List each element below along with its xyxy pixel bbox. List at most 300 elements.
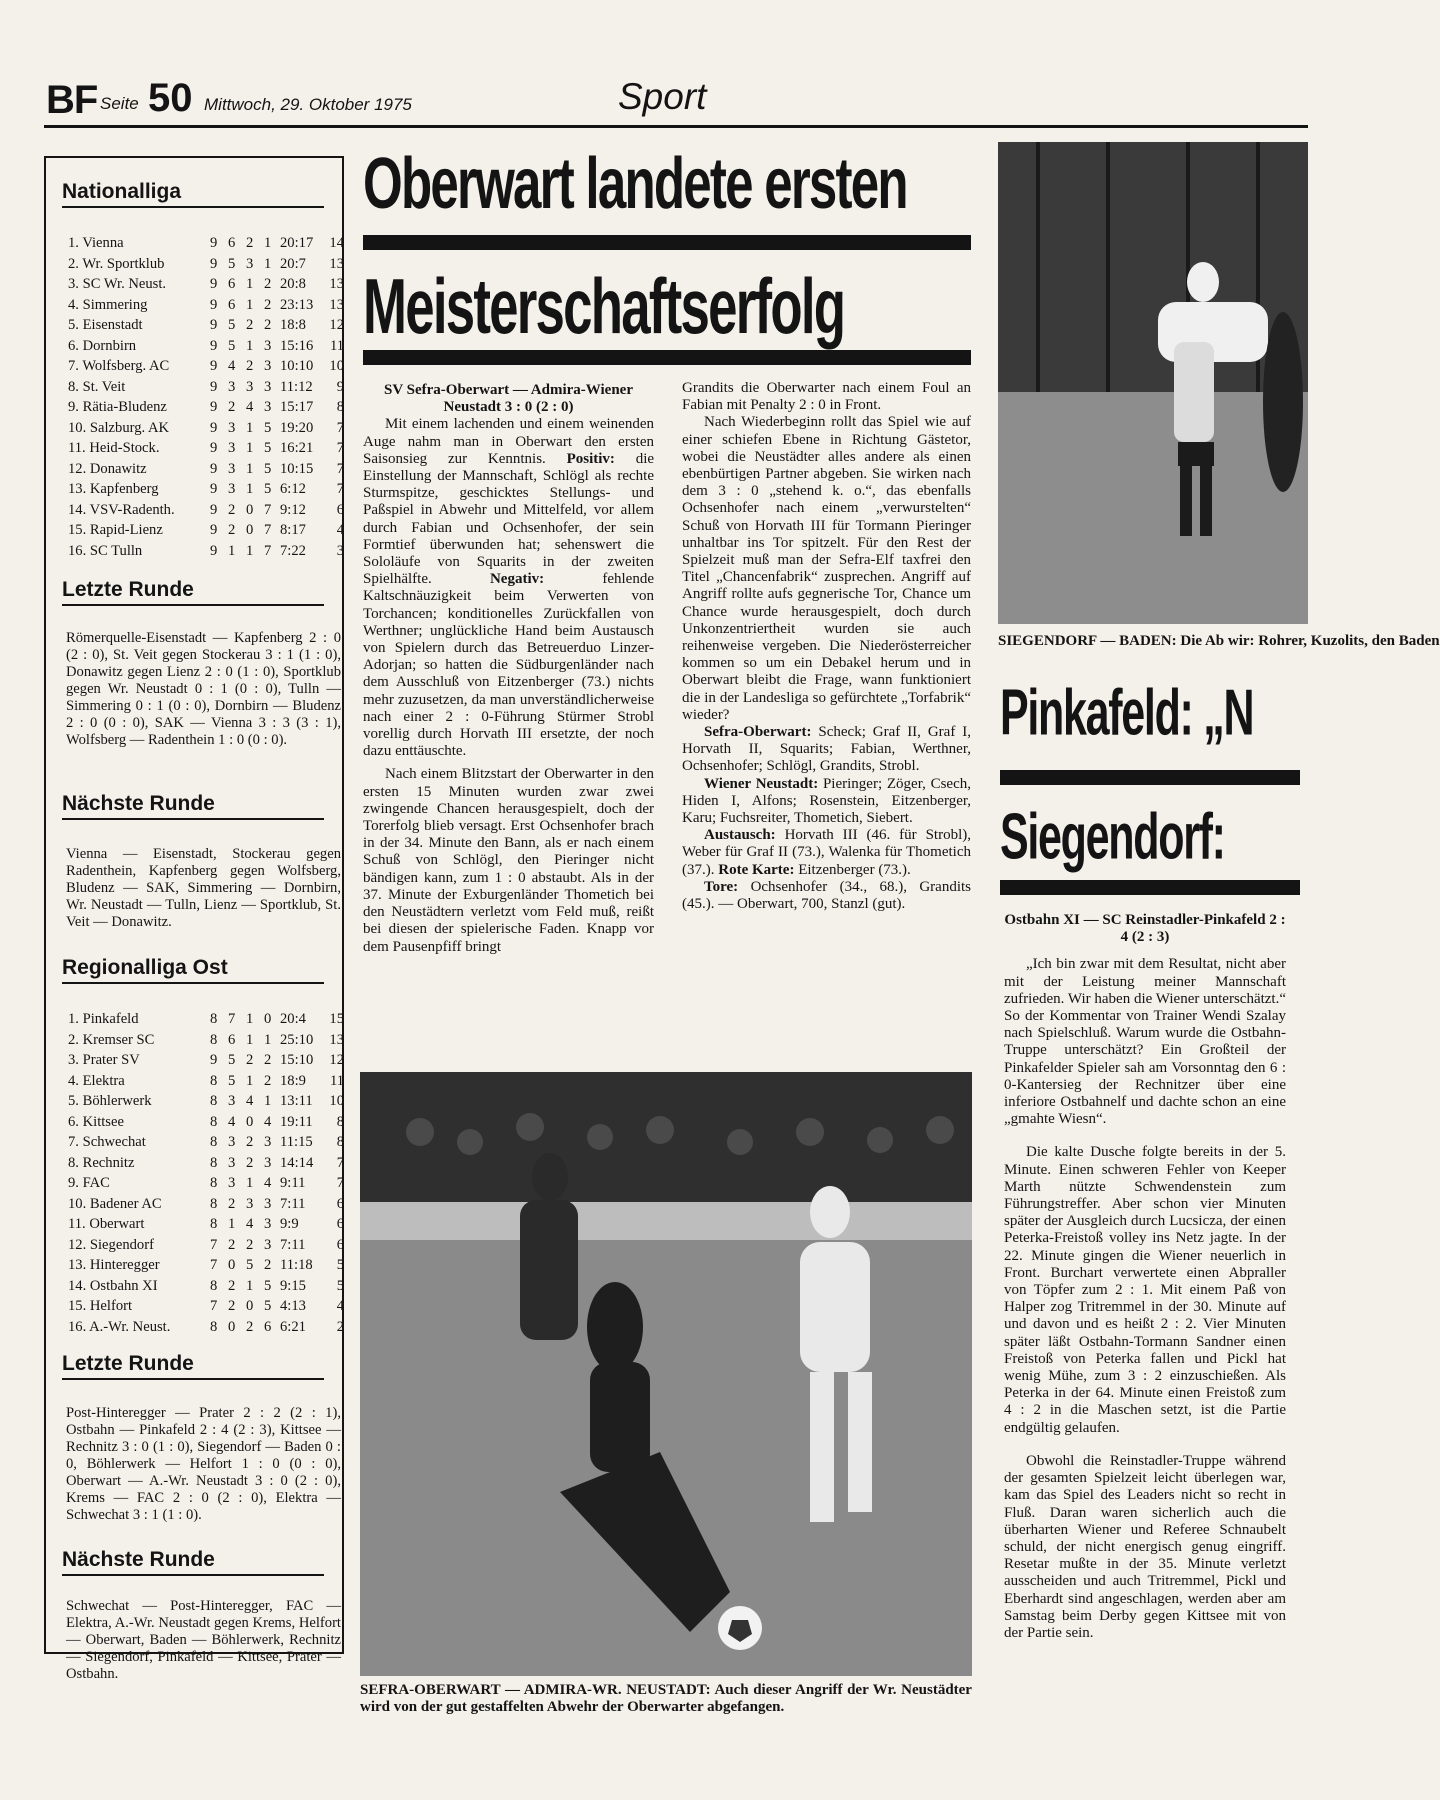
table-cell-d: 1 bbox=[246, 337, 254, 354]
table-row bbox=[68, 397, 342, 418]
table-cell-goals: 11:12 bbox=[280, 378, 313, 395]
table-cell-pts: 10 bbox=[329, 358, 344, 374]
table-cell-l: 3 bbox=[264, 1154, 272, 1171]
regionalliga-table bbox=[68, 1009, 342, 1337]
table-cell-g: 9 bbox=[210, 337, 218, 354]
table-row bbox=[68, 1194, 342, 1215]
table-cell-pts: 11 bbox=[329, 1072, 344, 1089]
article-paragraph: Obwohl die Reinstadler-Truppe während der gesamten Spielzeit leicht überlegen war, kam das Spiel des Leaders nicht so recht in Fluß. Daran waren sicherlich auch die überharten Wiener und Referee Schnaubelt schuld, der nicht energisch genug eingriff. Resetar mußte in der 35. Minute verletzt ausscheiden und auch Tritremmel, Pickl und Eberhardt sind angeschlagen, werden aber am Samstag beim Derby gegen Kittsee mit von der Partie sein. bbox=[1004, 1452, 1286, 1641]
table-row bbox=[68, 377, 342, 398]
table-cell-name: 16. SC Tulln bbox=[68, 542, 143, 559]
table-cell-w: 3 bbox=[228, 460, 236, 477]
table-cell-name: 5. Eisenstadt bbox=[68, 317, 143, 333]
nl-next-round-fixtures: Vienna — Eisenstadt, Stockerau gegen Radenthein, Kapfenberg gegen Wolfsberg, Bludenz — SAK, Simmering — Dornbirn, Wr. Neustadt — Tulln, Lienz — Sportklub, St. Veit — Donawitz. bbox=[66, 846, 341, 930]
table-cell-w: 6 bbox=[228, 1031, 236, 1048]
table-cell-pts: 7 bbox=[336, 1154, 344, 1171]
table-row bbox=[68, 520, 342, 541]
table-cell-pts: 5 bbox=[336, 1257, 344, 1273]
table-cell-d: 4 bbox=[246, 1093, 254, 1109]
table-cell-d: 1 bbox=[246, 296, 254, 313]
table-row bbox=[68, 1009, 342, 1030]
table-row bbox=[68, 233, 342, 254]
table-cell-goals: 14:14 bbox=[280, 1154, 314, 1171]
nationalliga-table bbox=[68, 233, 342, 561]
table-cell-pts: 14 bbox=[329, 235, 344, 251]
table-cell-w: 2 bbox=[228, 522, 236, 538]
table-cell-name: 8. St. Veit bbox=[68, 378, 126, 395]
table-cell-goals: 6:21 bbox=[280, 1318, 306, 1335]
table-cell-pts: 2 bbox=[336, 1318, 344, 1335]
table-cell-l: 7 bbox=[264, 542, 272, 559]
table-cell-goals: 9:15 bbox=[280, 1277, 306, 1294]
table-row bbox=[68, 254, 342, 275]
main-article-column-2 bbox=[682, 380, 971, 913]
table-cell-pts: 4 bbox=[336, 1298, 344, 1314]
table-cell-l: 3 bbox=[264, 1134, 272, 1150]
table-cell-pts: 6 bbox=[336, 501, 344, 518]
table-cell-name: 10. Salzburg. AK bbox=[68, 419, 170, 436]
table-cell-goals: 10:10 bbox=[280, 358, 314, 374]
table-cell-w: 3 bbox=[228, 1154, 236, 1171]
table-cell-g: 8 bbox=[210, 1277, 218, 1294]
table-cell-name: 2. Wr. Sportklub bbox=[68, 255, 165, 272]
table-cell-g: 8 bbox=[210, 1093, 218, 1109]
table-cell-goals: 9:11 bbox=[280, 1175, 306, 1191]
table-cell-g: 9 bbox=[210, 522, 218, 538]
table-cell-l: 5 bbox=[264, 460, 272, 477]
table-cell-d: 2 bbox=[246, 1134, 254, 1150]
table-row bbox=[68, 479, 342, 500]
table-cell-d: 2 bbox=[246, 1318, 254, 1335]
table-cell-goals: 19:20 bbox=[280, 419, 314, 436]
table-cell-goals: 19:11 bbox=[280, 1113, 313, 1130]
table-cell-name: 4. Simmering bbox=[68, 296, 148, 313]
table-cell-goals: 15:16 bbox=[280, 337, 314, 354]
table-cell-pts: 4 bbox=[336, 522, 344, 538]
table-cell-pts: 9 bbox=[336, 378, 344, 395]
table-cell-l: 5 bbox=[264, 1298, 272, 1314]
table-cell-w: 7 bbox=[228, 1011, 236, 1027]
table-cell-d: 2 bbox=[246, 317, 254, 333]
nl-last-round-results: Römerquelle-Eisenstadt — Kapfenberg 2 : 0 (2 : 0), St. Veit gegen Stockerau 3 : 1 (1 : 0), Donawitz gegen Lienz 2 : 0 (1 : 0), Sportklub gegen Wr. Neustadt 0 : 1 (0 : 0), Tulln — Simmering 0 : 1 (0 : 0), Dornbirn — Bludenz 2 : 0 (0 : 0), SAK — Vienna 3 : 3 (3 : 1), Wolfsberg — Radenthein 1 : 0 (0 : 0). bbox=[66, 630, 341, 748]
table-cell-w: 2 bbox=[228, 1195, 236, 1212]
right-article-subhead: Ostbahn XI — SC Reinstadler-Pinkafeld 2 : 4 (2 : 3) bbox=[1004, 912, 1286, 946]
table-cell-pts: 7 bbox=[336, 419, 344, 436]
table-cell-g: 8 bbox=[210, 1175, 218, 1191]
rl-next-round-heading: Nächste Runde bbox=[62, 1548, 324, 1576]
table-cell-g: 9 bbox=[210, 276, 218, 292]
table-cell-name: 14. Ostbahn XI bbox=[68, 1277, 158, 1294]
table-cell-name: 12. Siegendorf bbox=[68, 1236, 154, 1253]
table-cell-goals: 11:15 bbox=[280, 1134, 313, 1150]
nl-last-round-heading: Letzte Runde bbox=[62, 578, 324, 606]
rl-last-round-heading: Letzte Runde bbox=[62, 1352, 324, 1380]
table-cell-goals: 20:8 bbox=[280, 276, 306, 292]
table-cell-d: 0 bbox=[246, 501, 254, 518]
table-cell-l: 6 bbox=[264, 1318, 272, 1335]
table-cell-goals: 20:4 bbox=[280, 1011, 306, 1027]
table-row bbox=[68, 1214, 342, 1235]
table-cell-l: 5 bbox=[264, 440, 272, 456]
table-row bbox=[68, 541, 342, 562]
table-cell-w: 2 bbox=[228, 1236, 236, 1253]
table-cell-g: 9 bbox=[210, 378, 218, 395]
table-cell-l: 4 bbox=[264, 1175, 272, 1191]
table-cell-w: 2 bbox=[228, 1298, 236, 1314]
table-cell-w: 3 bbox=[228, 440, 236, 456]
table-cell-goals: 10:15 bbox=[280, 460, 314, 477]
table-cell-d: 1 bbox=[246, 1072, 254, 1089]
table-cell-goals: 8:17 bbox=[280, 522, 306, 538]
rl-last-round-results: Post-Hinteregger — Prater 2 : 2 (2 : 1), Ostbahn — Pinkafeld 2 : 4 (2 : 3), Kittsee — Rechnitz 3 : 0 (1 : 0), Siegendorf — Baden 0 : 0, Böhlerwerk — Helfort 1 : 0 (0 : 0), Oberwart — A.-Wr. Neustadt 3 : 0 (2 : 0), Krems — FAC 2 : 0 (2 : 0), Elektra — Schwechat 3 : 1 (1 : 0). bbox=[66, 1405, 341, 1523]
masthead-logo: BF bbox=[46, 78, 98, 122]
table-row bbox=[68, 1276, 342, 1297]
match-photo-image bbox=[360, 1072, 972, 1676]
table-row bbox=[68, 1132, 342, 1153]
table-row bbox=[68, 295, 342, 316]
headline-bar bbox=[363, 350, 971, 365]
table-cell-l: 7 bbox=[264, 522, 272, 538]
main-article-column-1 bbox=[363, 382, 654, 956]
table-cell-d: 2 bbox=[246, 358, 254, 374]
table-row bbox=[68, 336, 342, 357]
table-cell-d: 1 bbox=[246, 481, 254, 497]
table-cell-name: 6. Kittsee bbox=[68, 1113, 124, 1130]
table-cell-g: 9 bbox=[210, 296, 218, 313]
table-cell-name: 13. Hinteregger bbox=[68, 1257, 160, 1273]
table-cell-d: 0 bbox=[246, 1298, 254, 1314]
table-cell-g: 9 bbox=[210, 440, 218, 456]
table-cell-name: 10. Badener AC bbox=[68, 1195, 162, 1212]
headline-bar bbox=[1000, 770, 1300, 785]
lineup-neustadt: Wiener Neustadt: Pieringer; Zöger, Csech, Hiden I, Alfons; Rosenstein, Eitzenberger, Karu; Fuchsreiter, Thometich, Siebert. bbox=[682, 775, 971, 827]
table-cell-w: 3 bbox=[228, 1093, 236, 1109]
table-cell-goals: 23:13 bbox=[280, 296, 314, 313]
table-cell-g: 9 bbox=[210, 358, 218, 374]
table-cell-name: 16. A.-Wr. Neust. bbox=[68, 1318, 171, 1335]
table-cell-pts: 8 bbox=[336, 399, 344, 415]
table-row bbox=[68, 459, 342, 480]
nl-next-round-heading: Nächste Runde bbox=[62, 792, 324, 820]
table-cell-name: 1. Vienna bbox=[68, 235, 124, 251]
table-cell-g: 8 bbox=[210, 1216, 218, 1232]
masthead-rule bbox=[44, 125, 1308, 128]
table-cell-w: 1 bbox=[228, 1216, 236, 1232]
league-tables-sidebar bbox=[44, 156, 344, 1682]
table-cell-g: 9 bbox=[210, 235, 218, 251]
article-paragraph: Nach einem Blitzstart der Oberwarter in den ersten 15 Minuten wurden zwar zwei zwingende Chancen herausgespielt, doch der Torerfolg blieb versagt. Erst Ochsenhofer brach in der 34. Minute den Bann, als er nach einem Schuß von Schlögl, den Pieringer nicht bändigen kann, zum 1 : 0 abstaubt. Als in der 37. Minute der Exburgenländer Thometich bei den Neustädtern verletzt vom Feld muß, reißt bei diesen der spielerische Faden. Knapp vor dem Pausenpfiff bringt bbox=[363, 766, 654, 955]
table-cell-l: 3 bbox=[264, 378, 272, 395]
table-cell-pts: 3 bbox=[336, 542, 344, 559]
table-cell-d: 4 bbox=[246, 399, 254, 415]
table-cell-name: 9. Rätia-Bludenz bbox=[68, 399, 167, 415]
table-cell-goals: 20:7 bbox=[280, 255, 306, 272]
table-cell-d: 2 bbox=[246, 1236, 254, 1253]
table-cell-g: 8 bbox=[210, 1113, 218, 1130]
table-cell-d: 2 bbox=[246, 1154, 254, 1171]
table-cell-g: 8 bbox=[210, 1318, 218, 1335]
table-cell-d: 1 bbox=[246, 1175, 254, 1191]
table-cell-l: 7 bbox=[264, 501, 272, 518]
table-cell-goals: 7:11 bbox=[280, 1195, 306, 1212]
table-cell-d: 1 bbox=[246, 460, 254, 477]
table-cell-pts: 13 bbox=[329, 255, 344, 272]
goals-scorers: Tore: Ochsenhofer (34., 68.), Grandits (45.). — Oberwart, 700, Stanzl (gut). bbox=[682, 878, 972, 913]
table-cell-g: 9 bbox=[210, 399, 218, 415]
rl-next-round-fixtures: Schwechat — Post-Hinteregger, FAC — Elektra, A.-Wr. Neustadt gegen Krems, Helfort — Oberwart, Baden — Böhlerwerk, Rechnitz — Siegendorf, Pinkafeld — Kittsee, Prater — Ostbahn. bbox=[66, 1598, 341, 1682]
table-cell-goals: 15:17 bbox=[280, 399, 314, 415]
table-cell-w: 0 bbox=[228, 1257, 236, 1273]
section-title: Sport bbox=[618, 76, 707, 117]
table-cell-name: 7. Wolfsberg. AC bbox=[68, 358, 170, 374]
table-cell-goals: 7:11 bbox=[280, 1236, 306, 1253]
main-headline-line2: Meisterschaftserfolg bbox=[363, 262, 845, 350]
table-row bbox=[68, 438, 342, 459]
table-cell-pts: 7 bbox=[336, 460, 344, 477]
table-cell-name: 15. Helfort bbox=[68, 1298, 133, 1314]
table-cell-w: 2 bbox=[228, 399, 236, 415]
table-cell-g: 9 bbox=[210, 1052, 218, 1068]
table-cell-name: 15. Rapid-Lienz bbox=[68, 522, 163, 538]
table-cell-d: 1 bbox=[246, 276, 254, 292]
table-cell-d: 1 bbox=[246, 1011, 254, 1027]
table-cell-goals: 4:13 bbox=[280, 1298, 306, 1314]
page-label: Seite bbox=[100, 94, 139, 113]
headline-bar bbox=[1000, 880, 1300, 895]
table-cell-w: 3 bbox=[228, 481, 236, 497]
table-cell-d: 1 bbox=[246, 440, 254, 456]
table-row bbox=[68, 274, 342, 295]
table-cell-g: 8 bbox=[210, 1031, 218, 1048]
table-cell-w: 5 bbox=[228, 255, 236, 272]
article-paragraph: Nach Wiederbeginn rollt das Spiel wie auf einer schiefen Ebene in Richtung Gästetor, wobei die Neustädter alles andere als einen ebenbürtigen Partner abgeben. Sie wirken nach dem 3 : 0 „stehend k. o.“, das ebenfalls Ochsenhofer nach einem „verwurstelten“ Schuß von Horvath III für Tormann Pieringer unhaltbar ins Tor spitzelt. Für den Rest der Spielzeit muß man der Sefra-Elf taxfrei den Titel „Chancenfabrik“ zusprechen. Angriff auf Angriff rollte aufs gegnerische Tor, Chance um Chance wurde herausgespielt, doch durch Unkonzentriertheit wurden sie auch reihenweise vergeben. Die Niederösterreicher kommen so um ein Debakel herum und in Oberwart bleibt die Frage, wann funktioniert die in der Landesliga so gefürchtete „Torfabrik“ wieder? bbox=[682, 414, 971, 723]
match-photo-caption: SEFRA-OBERWART — ADMIRA-WR. NEUSTADT: Auch dieser Angriff der Wr. Neustädter wird von der gut gestaffelten Abwehr der Oberwarter abgefangen. bbox=[360, 1682, 972, 1716]
table-cell-goals: 16:21 bbox=[280, 440, 314, 456]
table-cell-name: 8. Rechnitz bbox=[68, 1154, 135, 1171]
table-cell-pts: 7 bbox=[336, 1175, 344, 1191]
table-cell-name: 5. Böhlerwerk bbox=[68, 1093, 152, 1109]
table-cell-pts: 12 bbox=[329, 317, 344, 333]
table-cell-l: 2 bbox=[264, 296, 272, 313]
table-cell-g: 9 bbox=[210, 460, 218, 477]
table-row bbox=[68, 1296, 342, 1317]
table-cell-g: 7 bbox=[210, 1236, 218, 1253]
table-cell-pts: 15 bbox=[329, 1011, 344, 1027]
table-cell-name: 3. Prater SV bbox=[68, 1052, 140, 1068]
table-cell-name: 13. Kapfenberg bbox=[68, 481, 159, 497]
right-headline-line2: Siegendorf: bbox=[1000, 800, 1225, 873]
table-row bbox=[68, 1050, 342, 1071]
table-cell-goals: 9:9 bbox=[280, 1216, 299, 1232]
table-cell-w: 4 bbox=[228, 1113, 236, 1130]
table-row bbox=[68, 1317, 342, 1338]
table-cell-w: 5 bbox=[228, 317, 236, 333]
table-cell-w: 4 bbox=[228, 358, 236, 374]
table-cell-d: 3 bbox=[246, 255, 254, 272]
table-cell-goals: 20:17 bbox=[280, 235, 314, 251]
table-row bbox=[68, 1030, 342, 1051]
main-headline-line1: Oberwart landete ersten bbox=[363, 143, 907, 225]
table-cell-goals: 11:18 bbox=[280, 1257, 313, 1273]
siegendorf-photo bbox=[998, 142, 1308, 624]
table-row bbox=[68, 1235, 342, 1256]
table-cell-pts: 11 bbox=[329, 337, 344, 354]
table-cell-pts: 12 bbox=[329, 1052, 344, 1068]
table-cell-g: 8 bbox=[210, 1195, 218, 1212]
headline-bar bbox=[363, 235, 971, 250]
main-article-subhead: SV Sefra-Oberwart — Admira-Wiener Neustadt 3 : 0 (2 : 0) bbox=[384, 382, 633, 416]
table-cell-w: 5 bbox=[228, 1052, 236, 1068]
table-cell-pts: 13 bbox=[329, 276, 344, 292]
table-cell-w: 2 bbox=[228, 1277, 236, 1294]
table-cell-pts: 5 bbox=[336, 1277, 344, 1294]
table-cell-l: 5 bbox=[264, 419, 272, 436]
table-cell-g: 8 bbox=[210, 1072, 218, 1089]
table-row bbox=[68, 1153, 342, 1174]
table-cell-g: 7 bbox=[210, 1298, 218, 1314]
table-row bbox=[68, 500, 342, 521]
table-cell-name: 14. VSV-Radenth. bbox=[68, 501, 175, 518]
table-cell-l: 3 bbox=[264, 337, 272, 354]
table-cell-w: 6 bbox=[228, 235, 236, 251]
article-paragraph: Grandits die Oberwarter nach einem Foul an Fabian mit Penalty 2 : 0 in Front. bbox=[682, 380, 971, 414]
table-cell-g: 9 bbox=[210, 501, 218, 518]
table-cell-name: 2. Kremser SC bbox=[68, 1031, 155, 1048]
table-cell-l: 3 bbox=[264, 399, 272, 415]
table-cell-w: 1 bbox=[228, 542, 236, 559]
table-cell-pts: 8 bbox=[336, 1113, 344, 1130]
table-cell-l: 5 bbox=[264, 481, 272, 497]
table-cell-pts: 13 bbox=[329, 296, 344, 313]
table-cell-g: 7 bbox=[210, 1257, 218, 1273]
table-cell-pts: 7 bbox=[336, 481, 344, 497]
table-cell-name: 7. Schwechat bbox=[68, 1134, 146, 1150]
table-cell-l: 1 bbox=[264, 1031, 272, 1048]
right-article-text bbox=[1004, 912, 1286, 1642]
table-cell-goals: 15:10 bbox=[280, 1052, 314, 1068]
table-cell-d: 2 bbox=[246, 1052, 254, 1068]
table-cell-goals: 7:22 bbox=[280, 542, 306, 559]
table-cell-l: 0 bbox=[264, 1011, 272, 1027]
table-cell-goals: 9:12 bbox=[280, 501, 306, 518]
table-cell-goals: 13:11 bbox=[280, 1093, 313, 1109]
table-cell-l: 1 bbox=[264, 255, 272, 272]
table-cell-pts: 8 bbox=[336, 1134, 344, 1150]
table-cell-g: 8 bbox=[210, 1134, 218, 1150]
table-cell-l: 2 bbox=[264, 1072, 272, 1089]
table-cell-l: 3 bbox=[264, 358, 272, 374]
table-cell-d: 1 bbox=[246, 1031, 254, 1048]
table-row bbox=[68, 1071, 342, 1092]
table-cell-pts: 6 bbox=[336, 1216, 344, 1232]
table-cell-w: 3 bbox=[228, 1175, 236, 1191]
table-cell-pts: 6 bbox=[336, 1195, 344, 1212]
table-cell-name: 3. SC Wr. Neust. bbox=[68, 276, 167, 292]
table-cell-g: 9 bbox=[210, 542, 218, 559]
table-cell-w: 3 bbox=[228, 419, 236, 436]
table-cell-w: 5 bbox=[228, 1072, 236, 1089]
table-cell-l: 2 bbox=[264, 317, 272, 333]
table-cell-l: 2 bbox=[264, 1257, 272, 1273]
table-cell-d: 3 bbox=[246, 378, 254, 395]
table-cell-pts: 6 bbox=[336, 1236, 344, 1253]
table-cell-l: 2 bbox=[264, 276, 272, 292]
table-cell-name: 12. Donawitz bbox=[68, 460, 147, 477]
table-cell-name: 6. Dornbirn bbox=[68, 337, 137, 354]
table-row bbox=[68, 1091, 342, 1112]
table-cell-name: 9. FAC bbox=[68, 1175, 110, 1191]
article-paragraph: Mit einem lachenden und einem weinenden Auge nahm man in Oberwart den ersten Saisonsieg zur Kenntnis. Positiv: die Einstellung der Mannschaft, Schlögl als rechte Sturmspitze, geschicktes Stellungs- und Paßspiel in Abwehr und Mittelfeld, vor allem durch Fabian und Ochsenhofer, der sein Formtief überwunden hat; sehenswert die Sololäufe von Squarits in der zweiten Spielhälfte. Negativ: fehlende Kaltschnäuzigkeit beim Verwerten von Torchancen; konditionelles Zurückfallen von Werthner; unglückliche Hand beim Austausch von Spielern durch das Betreuerduo Linzer-Adorjan; so hatten die Südburgenländer nach dem Ausschluß von Eitzenberger (73.) nichts mehr zuzusetzen, da man unverständlicherweise nach einer 2 : 0-Führung Stürmer Strobl vorellig durch Horvath III ersetzte, der noch dazu enttäuschte. bbox=[363, 416, 655, 760]
table-cell-name: 4. Elektra bbox=[68, 1072, 125, 1089]
siegendorf-photo-caption: SIEGENDORF — BADEN: Die Ab wir: Rohrer, Kuzolits, den Baden bbox=[998, 633, 1440, 649]
table-row bbox=[68, 356, 342, 377]
page-number: 50 bbox=[148, 76, 193, 120]
table-cell-pts: 7 bbox=[336, 440, 344, 456]
table-cell-d: 4 bbox=[246, 1216, 254, 1232]
lineup-oberwart: Sefra-Oberwart: Scheck; Graf II, Graf I, Horvath II, Squarits; Fabian, Werthner, Ochsenhofer; Schlögl, Grandits, Strobl. bbox=[682, 724, 971, 775]
table-cell-d: 1 bbox=[246, 1277, 254, 1294]
table-cell-w: 3 bbox=[228, 1134, 236, 1150]
table-row bbox=[68, 315, 342, 336]
table-cell-l: 3 bbox=[264, 1216, 272, 1232]
table-cell-g: 9 bbox=[210, 317, 218, 333]
table-cell-w: 3 bbox=[228, 378, 236, 395]
article-paragraph: „Ich bin zwar mit dem Resultat, nicht aber mit der Leistung meiner Mannschaft zufrieden. Wir haben die Wiener unterschätzt.“ So der Kommentar von Trainer Wendi Szalay nach Spielschluß. Warum wurde die Ostbahn-Truppe unterschätzt? Ein Großteil der Pinkafelder Spieler sah am Vorsonntag den 6 : 0-Kantersieg der Rechnitzer über eine inferiore Ostbahnelf und dachte schon an eine „gmahte Wiesn“. bbox=[1004, 956, 1286, 1128]
table-cell-pts: 13 bbox=[329, 1031, 344, 1048]
table-cell-l: 5 bbox=[264, 1277, 272, 1294]
table-row bbox=[68, 1255, 342, 1276]
table-cell-name: 1. Pinkafeld bbox=[68, 1011, 139, 1027]
substitutions: Austausch: Horvath III (46. für Strobl), Weber für Graf II (73.), Walenka für Thometich (37.). Rote Karte: Eitzenberger (73.). bbox=[682, 827, 971, 878]
table-cell-d: 0 bbox=[246, 522, 254, 538]
nationalliga-heading: Nationalliga bbox=[62, 180, 324, 208]
table-row bbox=[68, 1173, 342, 1194]
table-cell-d: 2 bbox=[246, 235, 254, 251]
match-photo bbox=[360, 1072, 972, 1676]
table-cell-d: 1 bbox=[246, 419, 254, 436]
siegendorf-photo-image bbox=[998, 142, 1308, 624]
issue-date: Mittwoch, 29. Oktober 1975 bbox=[204, 95, 412, 114]
table-cell-goals: 6:12 bbox=[280, 481, 306, 497]
table-cell-l: 3 bbox=[264, 1195, 272, 1212]
table-cell-pts: 10 bbox=[329, 1093, 344, 1109]
table-cell-l: 1 bbox=[264, 1093, 272, 1109]
table-cell-l: 2 bbox=[264, 1052, 272, 1068]
table-row bbox=[68, 418, 342, 439]
table-cell-g: 9 bbox=[210, 481, 218, 497]
table-cell-w: 2 bbox=[228, 501, 236, 518]
table-cell-d: 0 bbox=[246, 1113, 254, 1130]
table-cell-l: 4 bbox=[264, 1113, 272, 1130]
table-cell-l: 1 bbox=[264, 235, 272, 251]
table-cell-d: 1 bbox=[246, 542, 254, 559]
table-cell-name: 11. Oberwart bbox=[68, 1216, 145, 1232]
right-headline-line1: Pinkafeld: „N bbox=[1000, 676, 1254, 749]
article-paragraph: Die kalte Dusche folgte bereits in der 5. Minute. Einen schweren Fehler von Keeper Marth nützte Schwendenstein zum Führungstreffer. Aber schon vier Minuten später der Ausgleich durch Lucsicza, der einen Peterka-Freistoß volley ins Netz jagte. In der 22. Minute gingen die Wiener neuerlich in Front. Burchart verwertete einen Abpraller von Töpfer zum 2 : 1. Mit einem Paß von Halper zog Tritremmel in der 30. Minute auf und davon und es heißt 2 : 2. Vier Minuten später läßt Ostbahn-Tormann Sandner einen Freistoß von Peterka fallen und Pickl hat wenig Mühe, zum 3 : 2 einzuschießen. Als Peterka in der 64. Minute einen Freistoß zum 4 : 2 in die Maschen setzt, ist die Partie endgültig gelaufen. bbox=[1004, 1144, 1286, 1436]
table-row bbox=[68, 1112, 342, 1133]
table-cell-name: 11. Heid-Stock. bbox=[68, 440, 160, 456]
table-cell-goals: 18:8 bbox=[280, 317, 306, 333]
table-cell-w: 6 bbox=[228, 276, 236, 292]
table-cell-l: 3 bbox=[264, 1236, 272, 1253]
table-cell-g: 9 bbox=[210, 255, 218, 272]
table-cell-d: 3 bbox=[246, 1195, 254, 1212]
table-cell-g: 8 bbox=[210, 1154, 218, 1171]
table-cell-g: 8 bbox=[210, 1011, 218, 1027]
table-cell-w: 5 bbox=[228, 337, 236, 354]
table-cell-goals: 18:9 bbox=[280, 1072, 306, 1089]
table-cell-d: 5 bbox=[246, 1257, 254, 1273]
